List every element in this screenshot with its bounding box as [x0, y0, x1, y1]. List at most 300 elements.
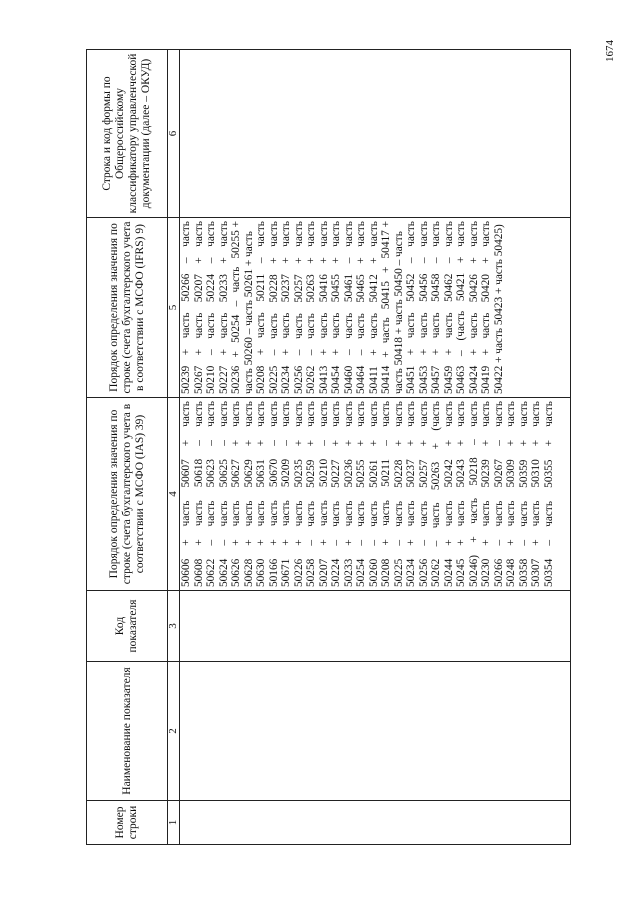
- formula-token: 50208: [255, 365, 267, 394]
- col-number: 6: [168, 50, 180, 218]
- formula-token: часть: [305, 313, 317, 339]
- formula-token: –: [267, 440, 280, 446]
- formula-token: часть: [180, 500, 192, 527]
- formula-token: 50224: [330, 558, 342, 587]
- formula-token: 50254: [355, 558, 367, 587]
- formula-token: часть: [180, 312, 192, 339]
- formula-token: 50451: [405, 365, 417, 394]
- formula-line: [255, 221, 268, 394]
- formula-token: 50254: [230, 314, 242, 343]
- formula-line: [180, 401, 193, 587]
- formula-token: +: [380, 539, 392, 546]
- formula-token: часть: [192, 401, 205, 427]
- cell-order-ias39: [180, 398, 571, 591]
- formula-token: часть: [292, 500, 305, 527]
- header-row: [87, 50, 168, 845]
- formula-token: 50624: [217, 558, 230, 587]
- formula-token: +: [217, 257, 230, 264]
- formula-token: 50257: [292, 274, 305, 303]
- formula-token: часть: [217, 221, 230, 247]
- formula-token: +: [442, 539, 455, 546]
- formula-token: 50233: [217, 274, 230, 303]
- formula-line: [455, 221, 468, 394]
- formula-token: часть: [267, 500, 280, 527]
- formula-token: +: [305, 257, 317, 264]
- formula-token: –: [492, 539, 505, 546]
- formula-token: 50623: [205, 459, 217, 488]
- formula-token: часть: [430, 502, 442, 529]
- formula-token: +: [292, 439, 305, 447]
- formula-line: [355, 221, 368, 394]
- formula-token: –: [467, 439, 480, 445]
- formula-line: [543, 401, 556, 587]
- formula-token: –: [367, 539, 380, 546]
- formula-token: –: [280, 440, 292, 446]
- formula-token: –: [430, 540, 442, 547]
- formula-token: –: [417, 257, 430, 264]
- formula-token: –: [205, 440, 217, 446]
- formula-token: –: [330, 539, 342, 546]
- formula-line: [480, 221, 493, 394]
- formula-token: часть: [330, 312, 342, 339]
- formula-token: часть: [292, 401, 305, 427]
- formula-token: 50417 +: [380, 221, 392, 259]
- formula-token: 50248: [505, 558, 517, 587]
- formula-token: 50671: [280, 558, 292, 587]
- formula-token: +: [467, 536, 480, 543]
- formula-token: часть: [280, 221, 292, 247]
- formula-token: часть: [230, 401, 242, 427]
- formula-token: часть: [192, 500, 205, 527]
- formula-token: 50626: [230, 558, 242, 587]
- formula-token: часть: [442, 401, 455, 427]
- formula-token: –: [392, 539, 405, 546]
- formula-token: часть: [380, 500, 392, 526]
- formula-token: часть: [467, 221, 480, 247]
- formula-token: +: [480, 439, 492, 447]
- formula-token: +: [280, 539, 292, 546]
- formula-token: 50454: [330, 365, 342, 394]
- formula-token: часть: [542, 401, 555, 427]
- formula-line: [468, 221, 481, 394]
- formula-token: 50228: [392, 459, 405, 488]
- formula-token: 50256: [417, 558, 430, 587]
- formula-token: +: [267, 539, 280, 546]
- formula-token: –: [430, 257, 442, 264]
- formula-token: 50607: [180, 459, 192, 488]
- formula-line: [343, 221, 356, 394]
- header-indicator-name: Наименование показателя: [87, 662, 168, 801]
- formula-token: 50209: [280, 458, 292, 488]
- formula-token: часть: [292, 221, 305, 247]
- formula-token: 50237: [405, 459, 417, 488]
- formula-token: +: [467, 257, 480, 264]
- formula-token: часть: [442, 312, 455, 339]
- formula-token: –: [230, 300, 242, 307]
- formula-token: часть: [205, 401, 217, 427]
- col-number: 5: [168, 218, 180, 398]
- formula-token: 50355: [542, 459, 555, 488]
- formula-token: 50670: [267, 458, 280, 488]
- formula-token: 50629: [242, 459, 255, 488]
- formula-token: 50456: [417, 273, 430, 302]
- formula-token: –: [492, 440, 505, 446]
- formula-token: часть: [430, 312, 442, 339]
- col-number: 3: [168, 591, 180, 662]
- formula-line: [318, 401, 331, 587]
- formula-token: часть: [355, 401, 367, 427]
- formula-token: часть: [267, 313, 280, 339]
- formula-token: 50226: [292, 558, 305, 587]
- formula-token: часть: [517, 401, 530, 427]
- formula-line: [268, 401, 281, 587]
- formula-token: 50463: [455, 365, 467, 394]
- formula-token: –: [405, 257, 417, 264]
- formula-token: часть: [442, 500, 455, 527]
- formula-token: +: [217, 348, 230, 356]
- formula-token: часть: [255, 401, 267, 427]
- formula-token: +: [430, 348, 442, 356]
- formula-token: (часть: [455, 310, 467, 341]
- formula-token: –: [305, 349, 317, 356]
- formula-token: –: [292, 349, 305, 356]
- formula-line: [305, 221, 318, 394]
- header-row-number: Номер строки: [87, 801, 168, 845]
- formula-token: 50218: [467, 457, 480, 486]
- formula-token: +: [305, 440, 317, 447]
- formula-token: 50628: [242, 558, 255, 587]
- formula-token: –: [217, 539, 230, 546]
- formula-token: часть: [317, 500, 330, 527]
- formula-line: [268, 221, 281, 394]
- formula-token: +: [405, 539, 417, 546]
- formula-token: часть: [467, 401, 480, 427]
- formula-token: 50414: [380, 365, 392, 394]
- formula-line: [255, 401, 268, 587]
- formula-token: 50310: [530, 459, 542, 488]
- formula-token: +: [192, 257, 205, 264]
- formula-token: 50415: [380, 281, 392, 310]
- formula-token: 50259: [305, 459, 317, 488]
- formula-line: [355, 401, 368, 587]
- formula-token: +: [230, 351, 242, 358]
- formula-token: +: [267, 257, 280, 264]
- column-number-row: [168, 50, 180, 845]
- formula-line: [405, 401, 418, 587]
- formula-token: +: [530, 539, 542, 546]
- formula-token: часть: [330, 500, 342, 527]
- cell-indicator-name: [180, 662, 571, 801]
- formula-token: часть: [467, 497, 480, 524]
- formula-token: часть: [242, 500, 255, 527]
- formula-token: часть: [292, 313, 305, 339]
- formula-token: +: [292, 539, 305, 546]
- formula-token: часть: [355, 221, 367, 247]
- formula-token: 50239: [180, 365, 192, 394]
- formula-token: 50622: [205, 558, 217, 587]
- formula-token: 50420: [480, 274, 492, 303]
- formula-line: [305, 401, 318, 587]
- formula-token: 50266: [492, 558, 505, 587]
- formula-token: 50412: [367, 274, 380, 303]
- formula-token: часть: [305, 401, 317, 427]
- formula-token: –: [267, 349, 280, 356]
- formula-line: [518, 401, 531, 587]
- col-number: 4: [168, 398, 180, 591]
- formula-token: 50462: [442, 273, 455, 302]
- formula-token: +: [255, 348, 267, 356]
- formula-token: –: [455, 350, 467, 356]
- formula-token: часть: [280, 401, 292, 427]
- formula-line: [193, 221, 206, 394]
- formula-token: часть: [367, 221, 380, 247]
- formula-line: [380, 401, 393, 587]
- formula-token: +: [192, 539, 205, 546]
- formula-token: +: [380, 351, 392, 358]
- formula-token: –: [255, 257, 267, 264]
- formula-token: 50421: [455, 272, 467, 302]
- formula-token: 50255: [355, 459, 367, 488]
- formula-token: 50244: [442, 558, 455, 587]
- formula-line: [443, 221, 456, 394]
- indicator-table: [86, 49, 571, 845]
- formula-token: часть: [330, 401, 342, 427]
- formula-token: 50263: [430, 461, 442, 491]
- formula-token: 50424: [467, 365, 480, 394]
- formula-token: +: [317, 539, 330, 546]
- formula-line: [368, 401, 381, 587]
- formula-token: +: [342, 439, 355, 447]
- formula-token: 50263: [305, 274, 317, 303]
- formula-token: 50230: [480, 558, 492, 587]
- formula-token: 50630: [255, 558, 267, 587]
- formula-token: часть: [255, 312, 267, 339]
- formula-token: 50245: [455, 558, 467, 587]
- formula-line: [293, 221, 306, 394]
- formula-token: –: [355, 539, 367, 546]
- formula-token: 50631: [255, 459, 267, 488]
- formula-token: –: [305, 539, 317, 546]
- formula-token: +: [367, 440, 380, 447]
- formula-token: 50246): [467, 554, 480, 587]
- formula-token: +: [342, 539, 355, 546]
- formula-token: 50224: [205, 273, 217, 303]
- formula-token: +: [355, 257, 367, 264]
- formula-line: [505, 401, 518, 587]
- formula-token: +: [417, 348, 430, 356]
- formula-token: (часть: [430, 401, 442, 431]
- formula-line: [280, 401, 293, 587]
- formula-token: 50625: [217, 459, 230, 488]
- formula-token: часть: [380, 317, 392, 344]
- rotated-table-sheet: [86, 50, 576, 845]
- formula-token: 50243: [455, 459, 467, 488]
- formula-token: часть: [380, 401, 392, 427]
- cell-okud: [180, 50, 571, 218]
- formula-token: часть: [480, 401, 492, 427]
- formula-line: [430, 221, 443, 394]
- formula-line: [443, 401, 456, 587]
- formula-token: часть: [305, 221, 317, 247]
- formula-token: часть: [317, 312, 330, 339]
- formula-token: часть: [467, 312, 480, 339]
- formula-line: [243, 401, 256, 587]
- formula-token: –: [205, 539, 217, 546]
- formula-token: +: [180, 348, 192, 356]
- formula-token: часть: [267, 401, 280, 427]
- formula-token: 50225: [267, 365, 280, 394]
- formula-token: 50452: [405, 273, 417, 302]
- formula-token: +: [230, 439, 242, 447]
- formula-token: 50413: [317, 365, 330, 394]
- formula-token: часть: [517, 500, 530, 527]
- formula-token: –: [442, 257, 455, 264]
- formula-token: часть: [317, 401, 330, 427]
- formula-token: –: [417, 539, 430, 546]
- formula-token: +: [292, 257, 305, 264]
- formula-token: –: [517, 539, 530, 546]
- formula-token: 50606: [180, 558, 192, 587]
- formula-token: часть: [505, 401, 517, 427]
- formula-token: +: [442, 439, 455, 447]
- formula-token: +: [192, 348, 205, 356]
- formula-token: часть: [230, 500, 242, 527]
- formula-token: +: [230, 539, 242, 546]
- formula-token: часть: [280, 312, 292, 339]
- formula-token: часть: [217, 401, 230, 427]
- formula-token: часть: [505, 500, 517, 527]
- formula-token: –: [205, 257, 217, 264]
- formula-token: 50210: [205, 365, 217, 394]
- formula-token: часть: [405, 221, 417, 247]
- formula-token: часть: [542, 500, 555, 527]
- formula-token: +: [517, 440, 530, 447]
- formula-token: часть: [230, 266, 242, 293]
- formula-token: часть: [405, 500, 417, 527]
- formula-token: –: [217, 440, 230, 446]
- formula-token: часть: [180, 221, 192, 247]
- formula-token: 50354: [542, 558, 555, 587]
- formula-token: часть: [305, 500, 317, 527]
- formula-token: 50207: [317, 558, 330, 587]
- header-okud: Строка и код формы по Общероссийскому классификатору управленческой документации (далее – ОКУД): [87, 50, 168, 218]
- formula-token: часть: [492, 401, 505, 427]
- formula-token: 50309: [505, 459, 517, 488]
- formula-token: часть: [367, 312, 380, 339]
- formula-line: [293, 401, 306, 587]
- formula-token: –: [205, 349, 217, 356]
- formula-line: [218, 221, 231, 394]
- formula-token: +: [255, 539, 267, 546]
- formula-token: +: [280, 257, 292, 264]
- formula-token: 50426: [467, 274, 480, 303]
- formula-token: часть: [417, 221, 430, 247]
- formula-token: 50457: [430, 365, 442, 394]
- formula-token: 50236: [342, 459, 355, 488]
- formula-token: +: [480, 257, 492, 264]
- formula-token: часть: [492, 500, 505, 527]
- formula-token: +: [242, 539, 255, 546]
- formula-token: +: [180, 539, 192, 546]
- formula-line: [530, 401, 543, 587]
- formula-line: [418, 221, 431, 394]
- formula-token: +: [530, 439, 542, 447]
- formula-token: 50227: [330, 459, 342, 488]
- formula-token: часть: [405, 401, 417, 427]
- formula-line: [468, 401, 481, 587]
- formula-token: часть: [367, 401, 380, 427]
- formula-token: +: [330, 257, 342, 264]
- formula-line: часть 50418 + часть 50450 – часть: [392, 231, 405, 394]
- formula-line: [343, 401, 356, 587]
- formula-line: [493, 401, 506, 587]
- formula-token: часть: [392, 401, 405, 427]
- formula-token: часть: [405, 312, 417, 339]
- formula-token: 50256: [292, 365, 305, 394]
- formula-token: +: [430, 443, 442, 450]
- formula-token: 50260: [367, 558, 380, 587]
- formula-line: 50422 + часть 50423 + часть 50425): [492, 224, 505, 394]
- formula-token: +: [442, 348, 455, 356]
- formula-line: [405, 221, 418, 394]
- cell-indicator-code: [180, 591, 571, 662]
- formula-token: +: [505, 439, 517, 447]
- formula-token: часть: [417, 500, 430, 527]
- formula-line: [455, 401, 468, 587]
- formula-token: 50460: [342, 365, 355, 394]
- formula-token: 50267: [192, 365, 205, 394]
- formula-token: 50416: [317, 274, 330, 303]
- formula-token: часть: [255, 500, 267, 527]
- formula-token: 50255 +: [230, 221, 242, 259]
- formula-token: 50464: [355, 365, 367, 394]
- formula-token: часть: [417, 312, 430, 339]
- formula-token: +: [455, 439, 467, 447]
- formula-token: 50166: [267, 558, 280, 587]
- formula-line: [418, 401, 431, 587]
- formula-token: часть: [355, 313, 367, 339]
- formula-token: 50258: [305, 558, 317, 587]
- formula-token: +: [242, 439, 255, 447]
- formula-token: часть: [255, 221, 267, 247]
- formula-line: [218, 401, 231, 587]
- formula-token: 50608: [192, 558, 205, 587]
- formula-token: 50307: [530, 558, 542, 587]
- formula-token: часть: [480, 312, 492, 339]
- formula-token: часть: [480, 221, 492, 247]
- formula-line: [230, 221, 243, 394]
- formula-token: часть: [392, 500, 405, 527]
- formula-token: 50455: [330, 274, 342, 303]
- formula-token: часть: [355, 500, 367, 527]
- formula-line: [318, 221, 331, 394]
- formula-token: 50227: [217, 365, 230, 394]
- formula-token: +: [255, 439, 267, 447]
- formula-token: +: [455, 539, 467, 546]
- formula-line: [380, 221, 393, 394]
- formula-token: 50234: [405, 558, 417, 587]
- formula-token: 50266: [180, 273, 192, 302]
- formula-token: часть: [192, 221, 205, 247]
- formula-token: часть: [455, 221, 467, 247]
- formula-token: –: [542, 539, 555, 546]
- formula-token: –: [192, 440, 205, 446]
- formula-token: +: [405, 439, 417, 447]
- formula-token: 50208: [380, 558, 392, 587]
- formula-line: [205, 221, 218, 394]
- table-row: [180, 50, 571, 845]
- formula-token: часть: [342, 312, 355, 339]
